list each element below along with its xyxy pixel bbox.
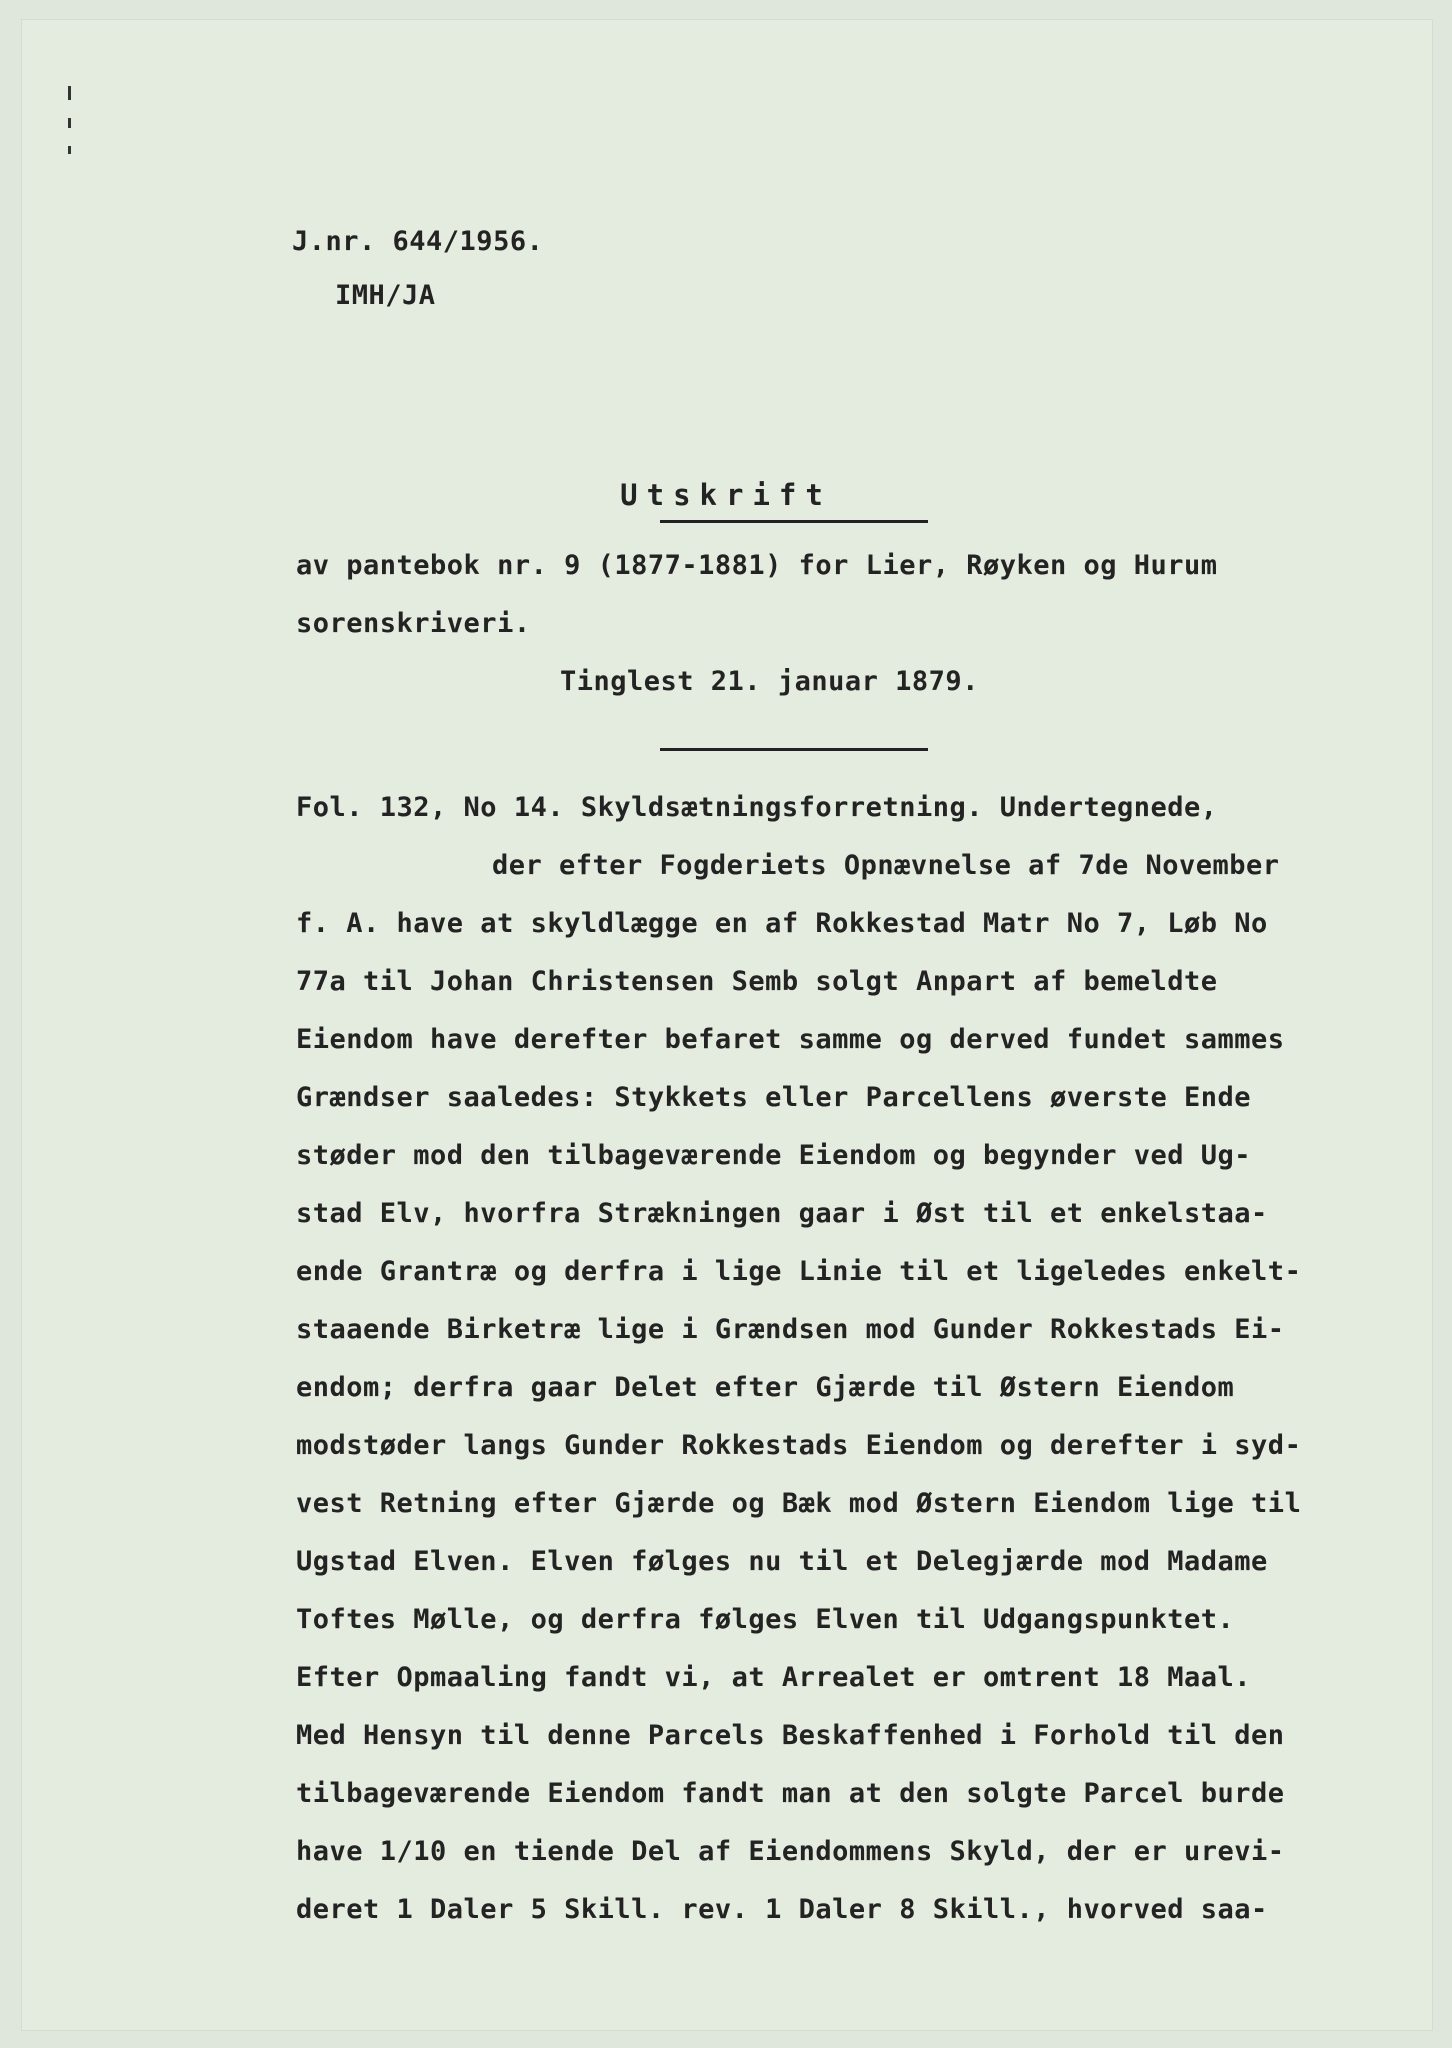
body-line: stad Elv, hvorfra Strækningen gaar i Øst til et enkelstaa- [296,1198,1268,1229]
body-line: vest Retning efter Gjærde og Bæk mod Østern Eiendom lige til [296,1488,1302,1519]
body-line: modstøder langs Gunder Rokkestads Eiendom og derefter i syd- [296,1430,1302,1461]
body-line: støder mod den tilbageværende Eiendom og begynder ved Ug- [296,1140,1252,1171]
body-line: Med Hensyn til denne Parcels Beskaffenhed i Forhold til den [296,1720,1285,1751]
body-line: endom; derfra gaar Delet efter Gjærde til Østern Eiendom [296,1372,1235,1403]
initials: IMH/JA [335,280,436,311]
margin-marks [68,86,74,176]
body-line: have 1/10 en tiende Del af Eiendommens Skyld, der er urevi- [296,1836,1285,1867]
body-line: Grændser saaledes: Stykkets eller Parcellens øverste Ende [296,1082,1252,1113]
journal-number: J.nr. 644/1956. [292,226,544,257]
intro-line-1: av pantebok nr. 9 (1877-1881) for Lier, Røyken og Hurum [296,550,1218,581]
tinglest-line: Tinglest 21. januar 1879. [560,666,979,697]
body-line: Ugstad Elven. Elven følges nu til et Delegjærde mod Madame [296,1546,1268,1577]
body-line: ende Grantræ og derfra i lige Linie til et ligeledes enkelt- [296,1256,1302,1287]
body-line: Fol. 132, No 14. Skyldsætningsforretning. Undertegnede, [296,792,1218,823]
title-underline [660,520,928,523]
body-line: Toftes Mølle, og derfra følges Elven til Udgangspunktet. [296,1604,1235,1635]
document-title: Utskrift [620,478,832,512]
section-divider [660,748,928,751]
body-line: Eiendom have derefter befaret samme og derved fundet sammes [296,1024,1285,1055]
body-line: 77a til Johan Christensen Semb solgt Anpart af bemeldte [296,966,1218,997]
body-line: tilbageværende Eiendom fandt man at den solgte Parcel burde [296,1778,1285,1809]
body-line: staaende Birketræ lige i Grændsen mod Gunder Rokkestads Ei- [296,1314,1285,1345]
body-line: der efter Fogderiets Opnævnelse af 7de November [492,850,1280,881]
intro-line-2: sorenskriveri. [296,608,531,639]
body-line: Efter Opmaaling fandt vi, at Arrealet er omtrent 18 Maal. [296,1662,1252,1693]
body-line: f. A. have at skyldlægge en af Rokkestad Matr No 7, Løb No [296,908,1268,939]
body-line: deret 1 Daler 5 Skill. rev. 1 Daler 8 Skill., hvorved saa- [296,1894,1268,1925]
